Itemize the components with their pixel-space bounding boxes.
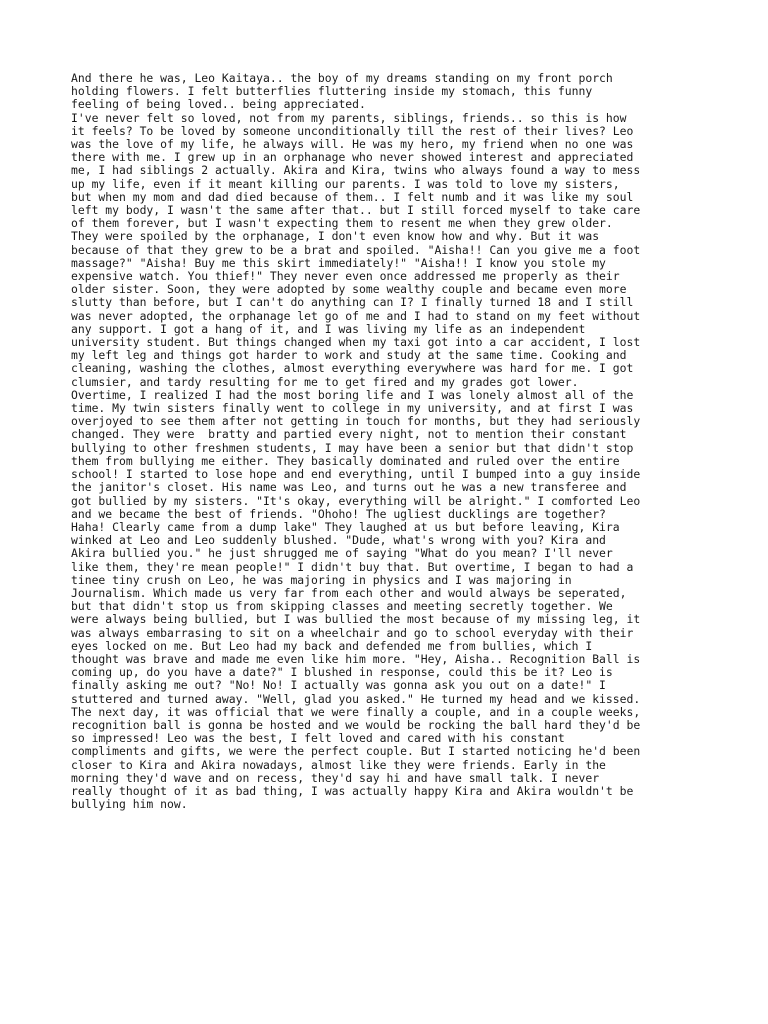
- story-text: And there he was, Leo Kaitaya.. the boy of my dreams standing on my front porch holding flowers. I felt butterflies fluttering inside my stomach, this funny feeling of being loved.. being appreciated. I've never felt so loved, not from my parents, siblings, friends.. so this is how it feels? To be loved by someone unconditionally till the rest of their lives? Leo was the love of my life, he always will. He was my hero, my friend when no one was there with me. I grew up in an orphanage who never showed interest and appreciated me, I had siblings 2 actually. Akira and Kira, twins who always found a way to mess up my life, even if it meant killing our parents. I was told to love my sisters, but when my mom and dad died because of them.. I felt numb and it was like my soul left my body, I wasn't the same after that.. but I still forced myself to take care of them forever, but I wasn't expecting them to resent me when they grew older. They were spoiled by the orphanage, I don't even know how and why. But it was because of that they grew to be a brat and spoiled. "Aisha!! Can you give me a foot massage?" "Aisha! Buy me this skirt immediately!" "Aisha!! I know you stole my expensive watch. You thief!" They never even once addressed me properly as their older sister. Soon, they were adopted by some wealthy couple and became even more slutty than before, but I can't do anything can I? I finally turned 18 and I still was never adopted, the orphanage let go of me and I had to stand on my feet without any support. I got a hang of it, and I was living my life as an independent university student. But things changed when my taxi got into a car accident, I lost my left leg and things got harder to work and study at the same time. Cooking and cleaning, washing the clothes, almost everything everywhere was hard for me. I got clumsier, and tardy resulting for me to get fired and my grades got lower. Overtime, I realized I had the most boring life and I was lonely almost all of the time. My twin sisters finally went to college in my university, and at first I was overjoyed to see them after not getting in touch for months, but they had seriously changed. They were bratty and partied every night, not to mention their constant bullying to other freshmen students, I may have been a senior but that didn't stop them from bullying me either. They basically dominated and ruled over the entire school! I started to lose hope and end everything, until I bumped into a guy inside the janitor's closet. His name was Leo, and turns out he was a new transferee and got bullied by my sisters. "It's okay, everything will be alright." I comforted Leo and we became the best of friends. "Ohoho! The ugliest ducklings are together? Haha! Clearly came from a dump lake" They laughed at us but before leaving, Kira winked at Leo and Leo suddenly blushed. "Dude, what's wrong with you? Kira and Akira bullied you." he just shrugged me of saying "What do you mean? I'll never like them, they're mean people!" I didn't buy that. But overtime, I began to had a tinee tiny crush on Leo, he was majoring in physics and I was majoring in Journalism. Which made us very far from each other and would always be seperated, but that didn't stop us from skipping classes and meeting secretly together. We were always being bullied, but I was bullied the most because of my missing leg, it was always embarrasing to sit on a wheelchair and go to school everyday with their eyes locked on me. But Leo had my back and defended me from bullies, which I thought was brave and made me even like him more. "Hey, Aisha.. Recognition Ball is coming up, do you have a date?" I blushed in response, could this be it? Leo is finally asking me out? "No! No! I actually was gonna ask you out on a date!" I stuttered and turned away. "Well, glad you asked." He turned my head and we kissed. The next day, it was official that we were finally a couple, and in a couple weeks, recognition ball is gonna be hosted and we would be rocking the ball hard they'd be so impressed! Leo was the best, I felt loved and cared with his constant compliments and gifts, we were the perfect couple. But I started noticing he'd been closer to Kira and Akira nowadays, almost like they were friends. Early in the morning they'd wave and on recess, they'd say hi and have small talk. I never really thought of it as bad thing, I was actually happy Kira and Akira wouldn't be bullying him now.: [71, 71, 641, 812]
